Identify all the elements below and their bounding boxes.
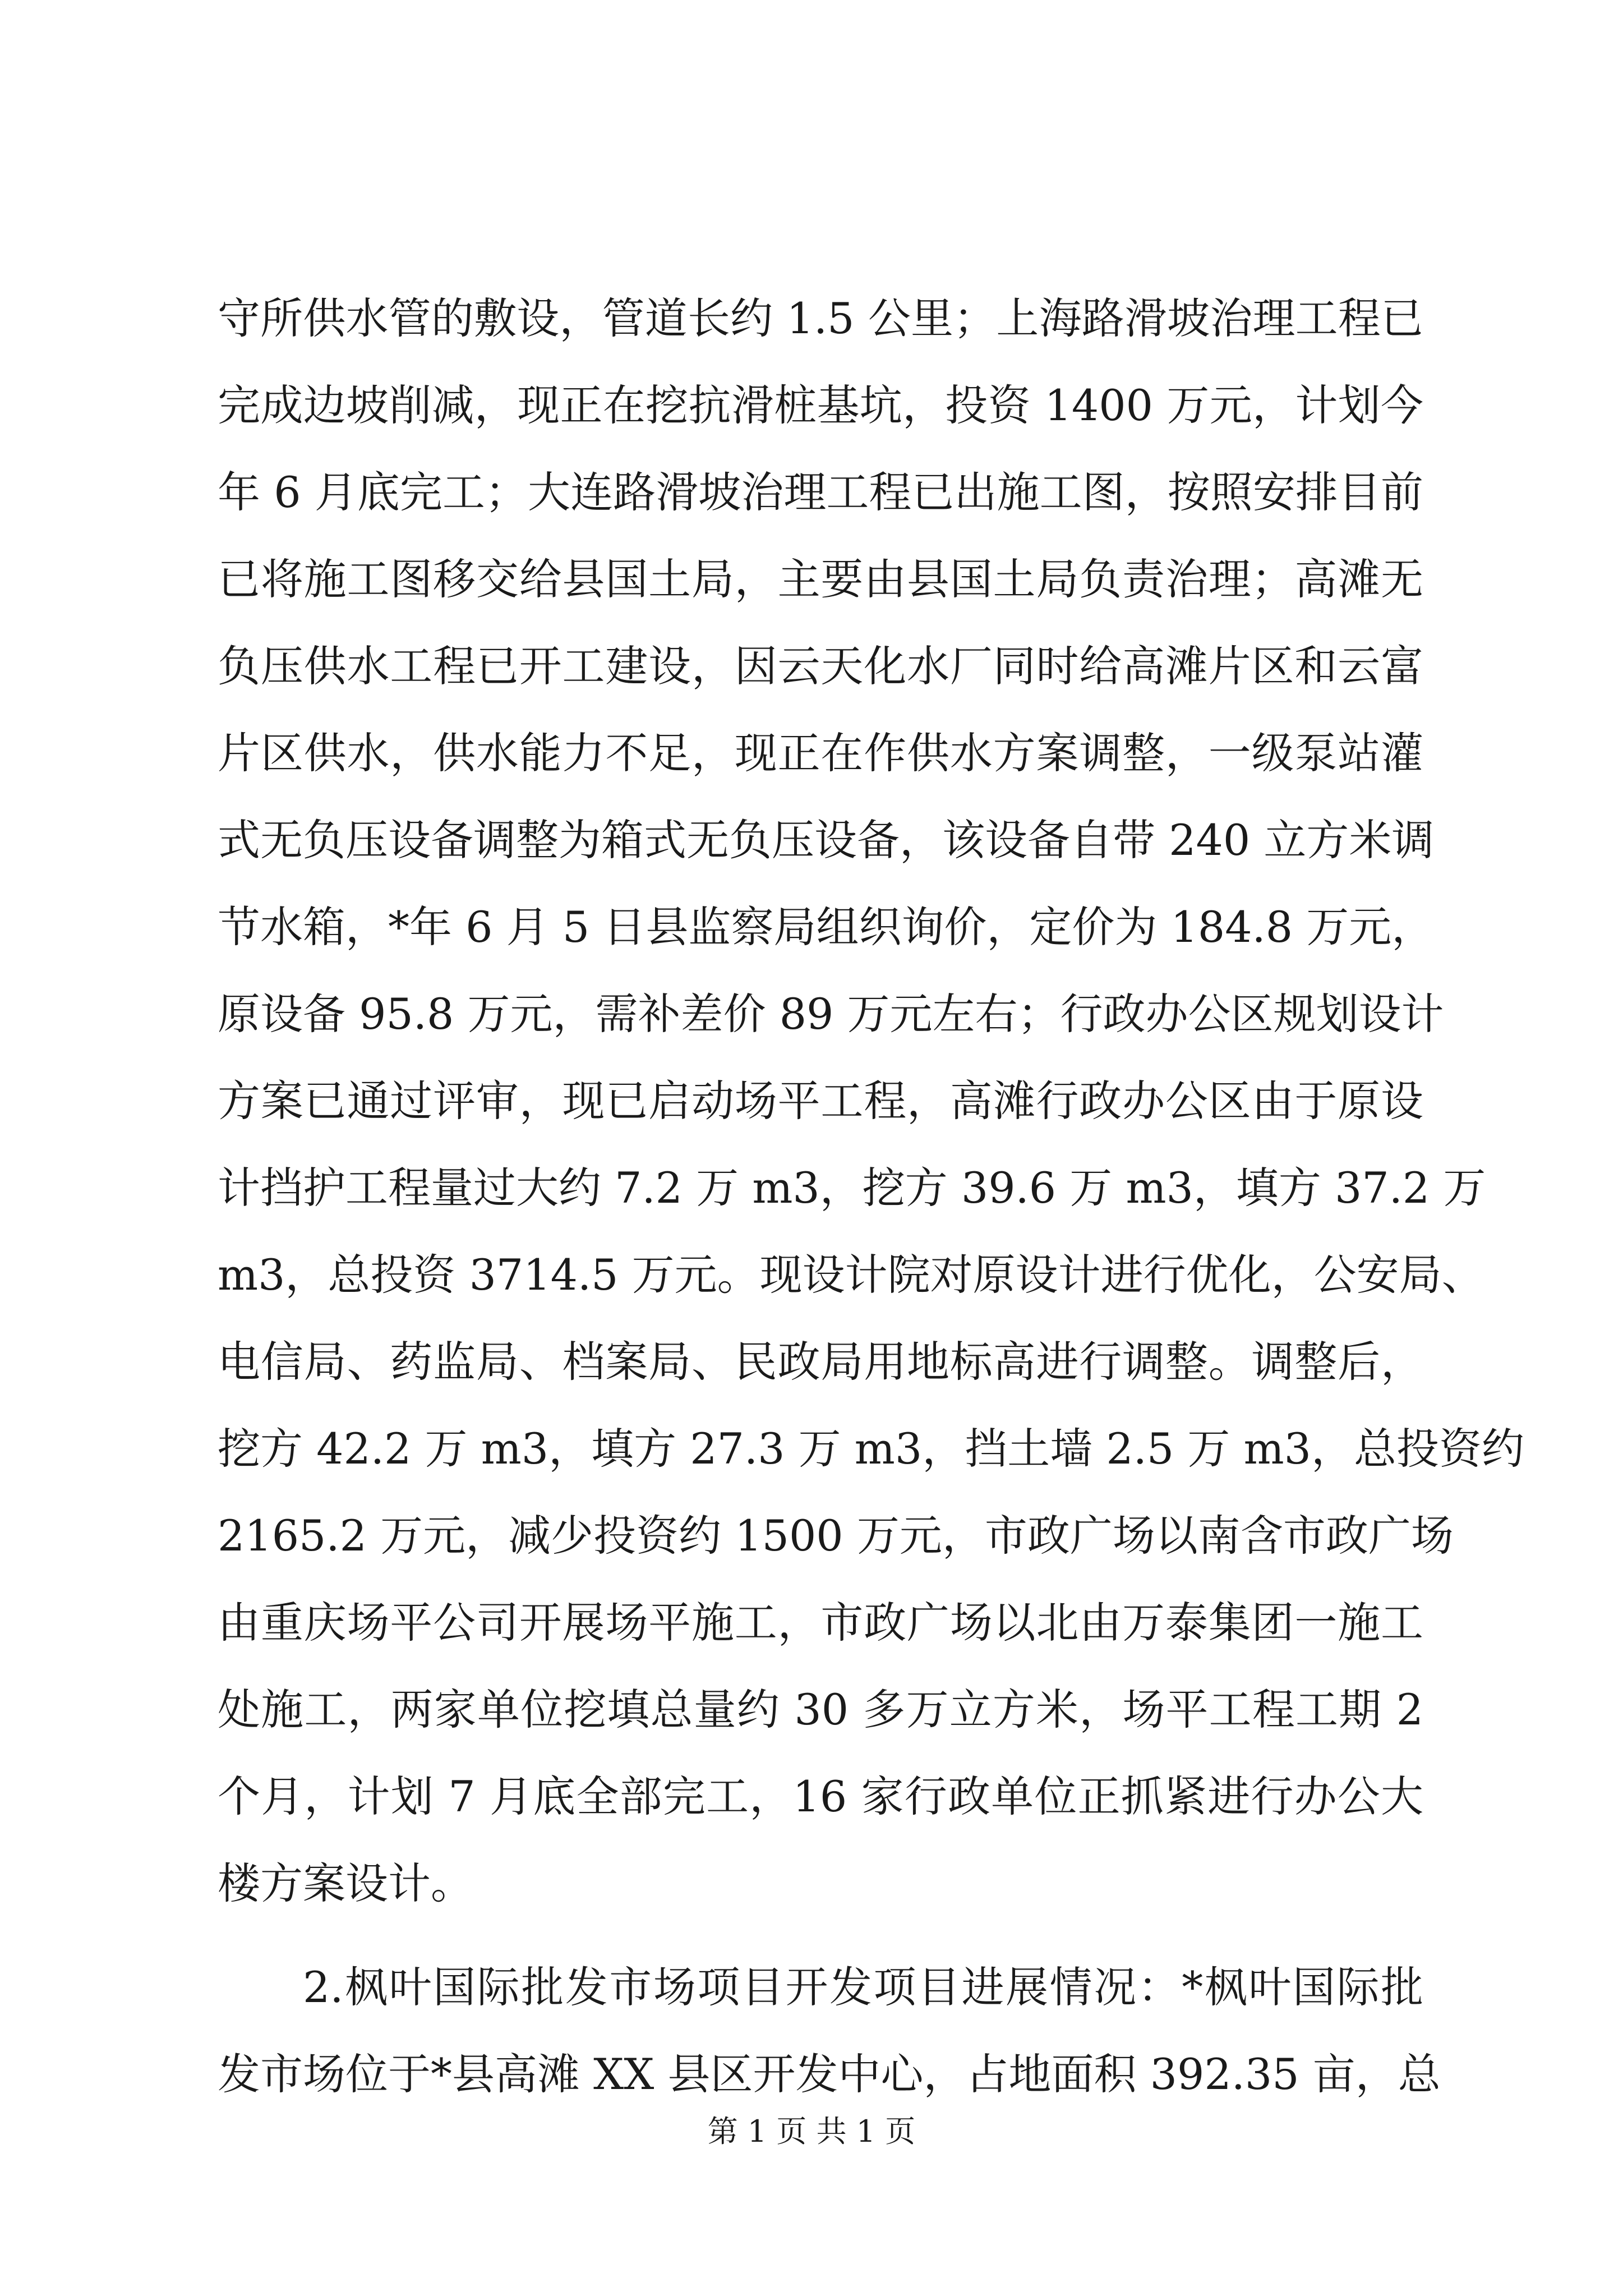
text-line: 片区供水，供水能力不足，现正在作供水方案调整，一级泵站灌 bbox=[218, 728, 1423, 778]
text-line: 2.枫叶国际批发市场项目开发项目进展情况：*枫叶国际批 bbox=[303, 1962, 1423, 2012]
text-line: 发市场位于*县高滩 XX 县区开发中心，占地面积 392.35 亩，总 bbox=[218, 2049, 1441, 2099]
text-line: 方案已通过评审，现已启动场平工程，高滩行政办公区由于原设 bbox=[218, 1076, 1423, 1126]
text-line: 守所供水管的敷设，管道长约 1.5 公里；上海路滑坡治理工程已 bbox=[218, 293, 1423, 343]
paragraph-spacer bbox=[218, 1927, 1423, 1944]
paragraph-2 bbox=[218, 1944, 1441, 2118]
text-line: 处施工，两家单位挖填总量约 30 多万立方米，场平工程工期 2 bbox=[218, 1685, 1423, 1734]
text-line: 电信局、药监局、档案局、民政局用地标高进行调整。调整后， bbox=[218, 1337, 1423, 1387]
text-line: 由重庆场平公司开展场平施工，市政广场以北由万泰集团一施工 bbox=[218, 1598, 1423, 1648]
text-line: 原设备 95.8 万元，需补差价 89 万元左右；行政办公区规划设计 bbox=[218, 989, 1444, 1039]
text-line: 年 6 月底完工；大连路滑坡治理工程已出施工图，按照安排目前 bbox=[218, 467, 1423, 517]
page-footer bbox=[0, 2109, 1623, 2154]
text-line: 式无负压设备调整为箱式无负压设备，该设备自带 240 立方米调 bbox=[218, 815, 1435, 865]
text-line: 完成边坡削减，现正在挖抗滑桩基坑，投资 1400 万元，计划今 bbox=[218, 380, 1423, 430]
text-line: 2165.2 万元，减少投资约 1500 万元，市政广场以南含市政广场 bbox=[218, 1511, 1454, 1561]
paragraph-1 bbox=[218, 275, 1524, 1927]
text-line: 负压供水工程已开工建设，因云天化水厂同时给高滩片区和云富 bbox=[218, 641, 1423, 691]
text-line: 计挡护工程量过大约 7.2 万 m3，挖方 39.6 万 m3，填方 37.2 万 bbox=[218, 1163, 1486, 1213]
text-line: 楼方案设计。 bbox=[218, 1858, 473, 1908]
text-line: 个月，计划 7 月底全部完工，16 家行政单位正抓紧进行办公大 bbox=[218, 1772, 1423, 1821]
text-line: 已将施工图移交给县国土局，主要由县国土局负责治理；高滩无 bbox=[218, 554, 1423, 604]
text-line: 挖方 42.2 万 m3，填方 27.3 万 m3，挡土墙 2.5 万 m3，总投资约 bbox=[218, 1424, 1524, 1474]
document-body bbox=[218, 275, 1524, 2118]
page-number-label: 第 1 页 共 1 页 bbox=[707, 2114, 916, 2149]
text-line: m3，总投资 3714.5 万元。现设计院对原设计进行优化，公安局、 bbox=[218, 1250, 1484, 1300]
text-line: 节水箱，*年 6 月 5 日县监察局组织询价，定价为 184.8 万元， bbox=[218, 902, 1435, 952]
